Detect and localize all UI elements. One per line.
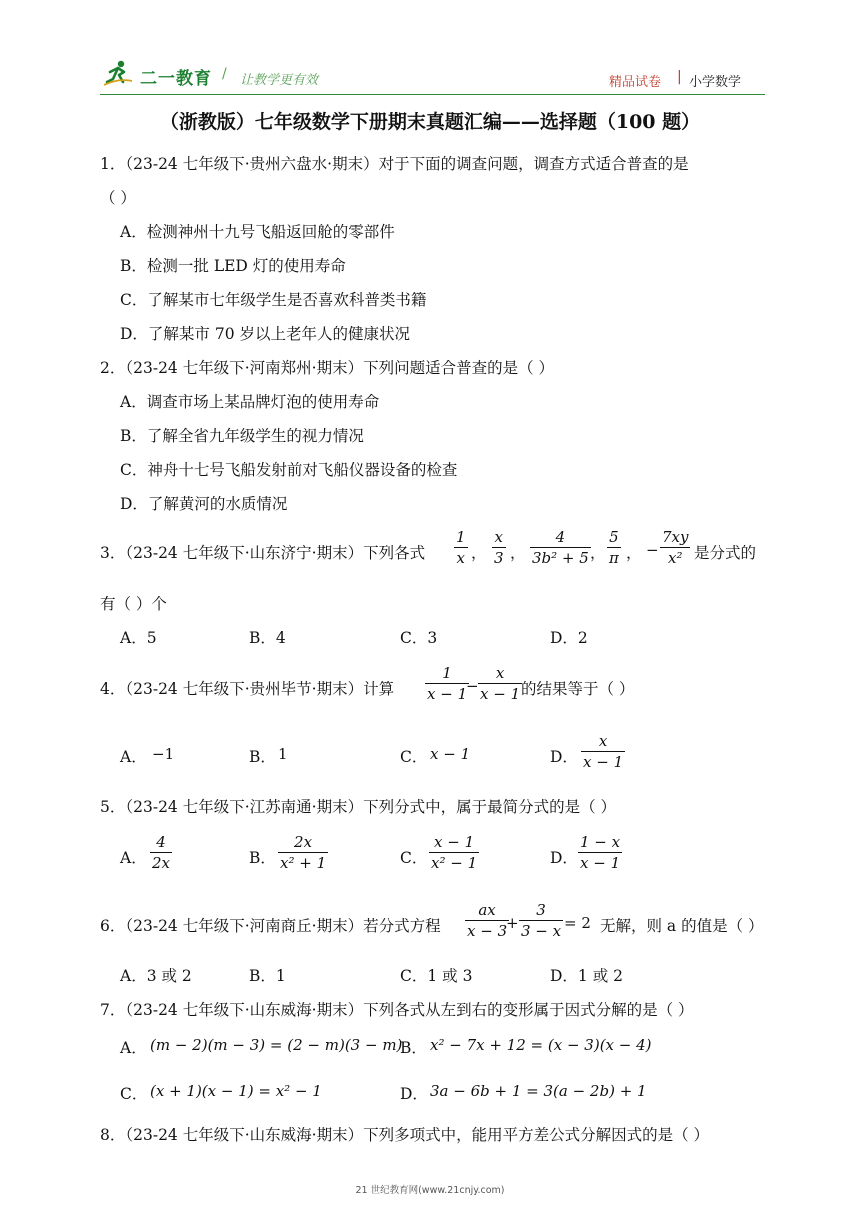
question-3-fraction-1: 1 x — [456, 528, 466, 567]
question-6-option-d: D．1 或 2 — [550, 967, 624, 985]
page-footer: 21 世纪教育网(www.21cnjy.com) — [355, 1185, 505, 1196]
question-3-stem: 3．（23-24 七年级下·山东济宁·期末）下列各式 — [100, 544, 426, 562]
question-6-equation-rhs: = 2 — [564, 914, 591, 932]
question-5-option-b: 2x x² + 1 — [280, 833, 327, 872]
runner-logo-icon — [104, 60, 132, 86]
question-5-option-c: x − 1 x² − 1 — [431, 833, 478, 872]
question-4-stem: 4．（23-24 七年级下·贵州毕节·期末）计算 — [100, 680, 395, 698]
question-4-option-b-label: B． — [249, 748, 276, 766]
minus-sign: − — [646, 541, 659, 559]
question-1-stem-cont: （ ） — [100, 189, 136, 207]
question-4-option-c: x − 1 — [430, 745, 471, 763]
question-5-option-a-label: A． — [120, 849, 147, 867]
header-label-premium: 精品试卷 — [609, 75, 662, 90]
question-1-option-a: A．检测神州十九号飞船返回舱的零部件 — [120, 223, 395, 241]
question-2-option-b: B．了解全省九年级学生的视力情况 — [120, 427, 364, 445]
comma: ， — [471, 544, 487, 562]
question-4-option-a: −1 — [152, 745, 175, 763]
question-4-fraction-1: 1 x − 1 — [427, 664, 468, 703]
question-6-fraction-1: ax x − 3 — [467, 901, 508, 940]
question-3-fraction-4: 5 π — [609, 528, 619, 567]
question-7-option-b-label: B． — [400, 1039, 427, 1057]
question-3-option-b: B．4 — [249, 629, 286, 647]
question-5-option-c-label: C． — [400, 849, 428, 867]
plus-sign: + — [506, 914, 519, 932]
question-3-option-d: D．2 — [550, 629, 588, 647]
question-6-stem: 6．（23-24 七年级下·河南商丘·期末）若分式方程 — [100, 917, 441, 935]
question-2-option-c: C．神舟十七号飞船发射前对飞船仪器设备的检查 — [120, 461, 458, 479]
question-5-option-d-label: D． — [550, 849, 578, 867]
question-3-stem-cont: 有（ ）个 — [100, 595, 167, 613]
question-1-option-b: B．检测一批 LED 灯的使用寿命 — [120, 257, 346, 275]
question-7-option-d: 3a − 6b + 1 = 3(a − 2b) + 1 — [430, 1082, 647, 1100]
question-5-option-b-label: B． — [249, 849, 276, 867]
brand-name: 二一教育 — [140, 69, 212, 89]
header-divider — [100, 94, 765, 95]
slogan: 让教学更有效 — [240, 73, 319, 88]
question-2-stem: 2．（23-24 七年级下·河南郑州·期末）下列问题适合普查的是（ ） — [100, 359, 555, 377]
question-3-fraction-2: x 3 — [494, 528, 504, 567]
comma: ， — [510, 544, 526, 562]
question-5-option-d: 1 − x x − 1 — [580, 833, 621, 872]
question-6-option-a: A．3 或 2 — [120, 967, 192, 985]
question-3-fraction-5: 7xy x² — [662, 528, 689, 567]
header-label-subject: 小学数学 — [689, 75, 742, 90]
question-4-option-c-label: C． — [400, 748, 428, 766]
question-5-stem: 5．（23-24 七年级下·江苏南通·期末）下列分式中，属于最简分式的是（ ） — [100, 798, 617, 816]
header-separator: | — [677, 69, 682, 85]
question-7-option-c: (x + 1)(x − 1) = x² − 1 — [150, 1082, 322, 1100]
question-3-fraction-3: 4 3b² + 5 — [532, 528, 589, 567]
question-1-option-c: C．了解某市七年级学生是否喜欢科普类书籍 — [120, 291, 427, 309]
question-3-option-c: C．3 — [400, 629, 438, 647]
question-4-fraction-2: x x − 1 — [480, 664, 521, 703]
question-2-option-a: A．调查市场上某品牌灯泡的使用寿命 — [120, 393, 380, 411]
question-4-stem-end: 的结果等于（ ） — [521, 680, 635, 698]
question-4-option-b: 1 — [278, 745, 288, 763]
question-3-stem-end: 是分式的 — [694, 544, 757, 562]
question-8-stem: 8．（23-24 七年级下·山东威海·期末）下列多项式中，能用平方差公式分解因式的是（ ） — [100, 1126, 710, 1144]
question-6-stem-end: 无解，则 a 的值是（ ） — [600, 917, 764, 935]
question-3-option-a: A．5 — [120, 629, 157, 647]
page-title: （浙教版）七年级数学下册期末真题汇编——选择题（100 题） — [159, 111, 701, 133]
question-7-stem: 7．（23-24 七年级下·山东威海·期末）下列各式从左到右的变形属于因式分解的是（ ） — [100, 1001, 694, 1019]
question-7-option-a-label: A． — [120, 1039, 147, 1057]
question-7-option-d-label: D． — [400, 1085, 428, 1103]
question-5-option-a: 4 2x — [152, 833, 171, 872]
question-1-option-d: D．了解某市 70 岁以上老年人的健康状况 — [120, 325, 411, 343]
question-1-stem: 1．（23-24 七年级下·贵州六盘水·期末）对于下面的调查问题，调查方式适合普查的是 — [100, 155, 689, 173]
question-7-option-b: x² − 7x + 12 = (x − 3)(x − 4) — [430, 1036, 652, 1054]
minus-sign: − — [466, 677, 479, 695]
question-4-option-a-label: A． — [120, 748, 147, 766]
question-7-option-c-label: C． — [120, 1085, 148, 1103]
brand-slash: / — [222, 66, 227, 82]
question-2-option-d: D．了解黄河的水质情况 — [120, 495, 288, 513]
comma: ， — [590, 544, 606, 562]
question-6-option-c: C．1 或 3 — [400, 967, 473, 985]
question-6-option-b: B．1 — [249, 967, 286, 985]
question-6-fraction-2: 3 3 − x — [521, 901, 562, 940]
question-4-option-d: x x − 1 — [583, 732, 624, 771]
question-4-option-d-label: D． — [550, 748, 578, 766]
comma: ， — [626, 544, 642, 562]
question-7-option-a: (m − 2)(m − 3) = (2 − m)(3 − m) — [150, 1036, 403, 1054]
